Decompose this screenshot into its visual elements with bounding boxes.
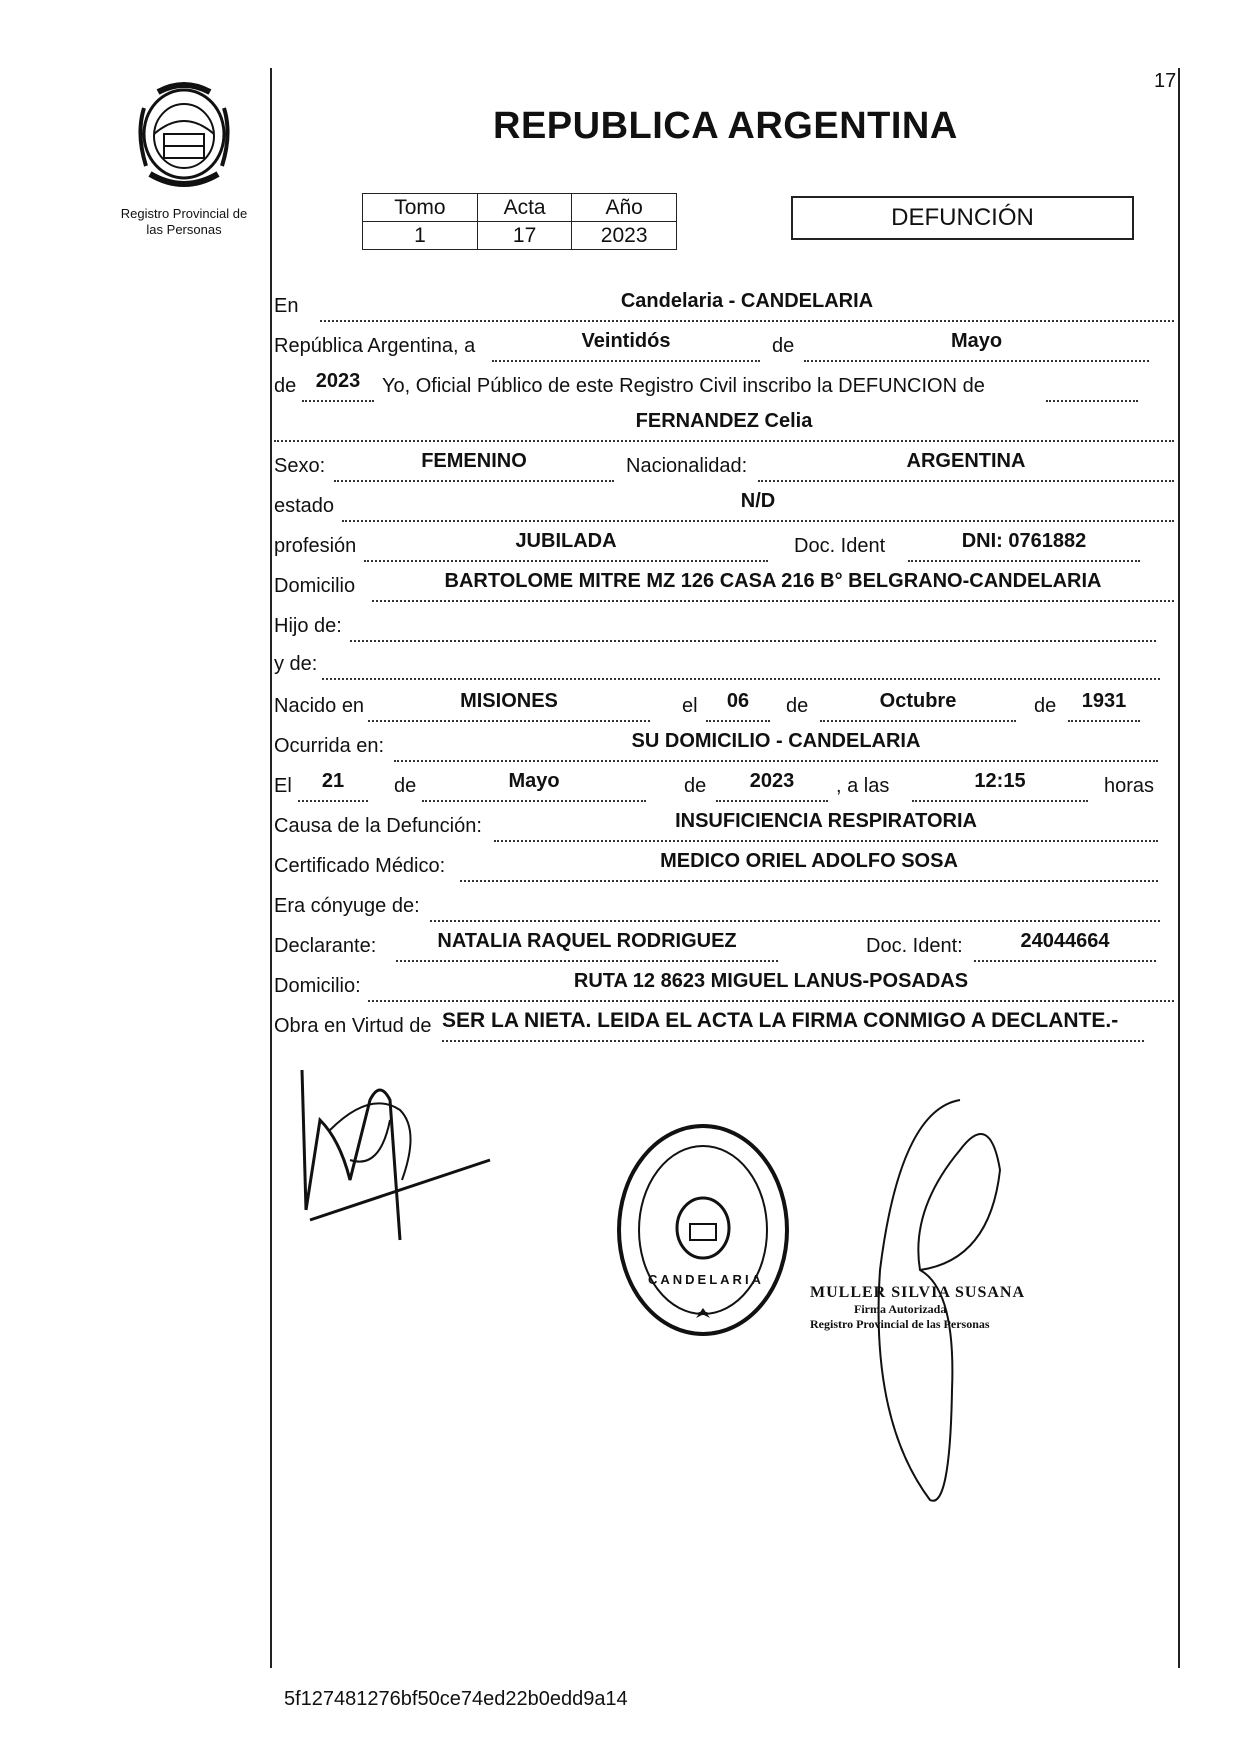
page-number: 17 [1154, 70, 1177, 92]
decl-doc-label: Doc. Ident: [866, 935, 963, 957]
el-label: el [682, 695, 698, 717]
row-yde [272, 648, 1177, 680]
obra-field: SER LA NIETA. LEIDA EL ACTA LA FIRMA CONMIGO A DECLANTE.- [442, 1010, 1144, 1042]
statement-text: Yo, Oficial Público de este Registro Civil inscribo la DEFUNCION de [382, 375, 985, 397]
place-field: Candelaria - CANDELARIA [320, 290, 1174, 322]
doc-ident-label: Doc. Ident [794, 535, 886, 557]
row-decl-domicilio [272, 970, 1177, 1002]
row-declarante [272, 930, 1177, 962]
birth-day-field: 06 [706, 690, 770, 722]
document-type-box: DEFUNCIÓN [791, 196, 1134, 240]
signatory-line1: Firma Autorizada [854, 1302, 947, 1316]
domicilio-label: Domicilio [274, 575, 356, 597]
birth-de2-label: de [1034, 695, 1057, 717]
signatory-name: MULLER SILVIA SUSANA [810, 1284, 1026, 1301]
signature-scribble-icon [290, 1060, 500, 1280]
conyuge-label: Era cónyuge de: [274, 895, 420, 917]
sexo-label: Sexo: [274, 455, 326, 477]
row-certificado [272, 850, 1177, 882]
decl-domicilio-field: RUTA 12 8623 MIGUEL LANUS-POSADAS [368, 970, 1174, 1002]
row-causa [272, 810, 1177, 842]
row-sex [272, 450, 1177, 482]
deceased-name-field: FERNANDEZ Celia [274, 410, 1174, 442]
stamp-seal-icon [614, 1120, 792, 1340]
death-de1-label: de [394, 775, 417, 797]
en-label: En [274, 295, 299, 317]
acta-value: 17 [477, 222, 571, 250]
hijo-field [350, 610, 1156, 642]
profesion-label: profesión [274, 535, 357, 557]
birth-de1-label: de [786, 695, 809, 717]
yde-field [322, 648, 1160, 680]
row-date [272, 330, 1177, 362]
row-estado [272, 490, 1177, 522]
domicilio-field: BARTOLOME MITRE MZ 126 CASA 216 B° BELGRANO-CANDELARIA [372, 570, 1174, 602]
official-stamp [614, 1120, 792, 1340]
profesion-field: JUBILADA [364, 530, 768, 562]
row-obra [272, 1010, 1177, 1042]
statement-tail-field [1046, 370, 1138, 402]
reference-table [362, 193, 677, 250]
stamp-place: CANDELARIA [648, 1272, 764, 1287]
certificado-field: MEDICO ORIEL ADOLFO SOSA [460, 850, 1158, 882]
coat-of-arms-icon [128, 78, 240, 194]
death-de2-label: de [684, 775, 707, 797]
nacido-field: MISIONES [368, 690, 650, 722]
acta-header: Acta [477, 194, 571, 222]
hijo-label: Hijo de: [274, 615, 342, 637]
row-domicilio [272, 570, 1177, 602]
ano-value: 2023 [572, 222, 677, 250]
tomo-value: 1 [363, 222, 478, 250]
footer-hash: 5f127481276bf50ce74ed22b0edd9a14 [284, 1688, 628, 1710]
row-nacido [272, 690, 1177, 722]
nacionalidad-label: Nacionalidad: [626, 455, 748, 477]
year-field: 2023 [302, 370, 374, 402]
birth-month-field: Octubre [820, 690, 1016, 722]
horas-label: horas [1104, 775, 1155, 797]
misiones-logo [128, 78, 240, 194]
right-margin-line [1178, 68, 1180, 1668]
nacido-label: Nacido en [274, 695, 365, 717]
El-label: El [274, 775, 292, 797]
certificado-label: Certificado Médico: [274, 855, 446, 877]
row-deceased [272, 410, 1177, 442]
signatory-block [810, 1284, 1050, 1332]
alas-label: , a las [836, 775, 890, 797]
death-time-field: 12:15 [912, 770, 1088, 802]
row-ocurrida [272, 730, 1177, 762]
death-month-field: Mayo [422, 770, 646, 802]
doc-ident-field: DNI: 0761882 [908, 530, 1140, 562]
day-field: Veintidós [492, 330, 760, 362]
ocurrida-label: Ocurrida en: [274, 735, 385, 757]
year-prefix-label: de [274, 375, 297, 397]
yde-label: y de: [274, 653, 318, 675]
nacionalidad-field: ARGENTINA [758, 450, 1174, 482]
signatory-line2: Registro Provincial de las Personas [810, 1317, 990, 1331]
page-title: REPUBLICA ARGENTINA [493, 105, 958, 147]
sexo-field: FEMENINO [334, 450, 614, 482]
republica-label: República Argentina, a [274, 335, 476, 357]
ocurrida-field: SU DOMICILIO - CANDELARIA [394, 730, 1158, 762]
row-year [272, 370, 1177, 402]
declarante-label: Declarante: [274, 935, 377, 957]
conyuge-field [430, 890, 1160, 922]
estado-field: N/D [342, 490, 1174, 522]
row-place [272, 290, 1177, 322]
death-day-field: 21 [298, 770, 368, 802]
tomo-header: Tomo [363, 194, 478, 222]
row-death-date [272, 770, 1177, 802]
death-year-field: 2023 [716, 770, 828, 802]
row-hijo [272, 610, 1177, 642]
row-conyuge [272, 890, 1177, 922]
ano-header: Año [572, 194, 677, 222]
declarant-signature [290, 1060, 500, 1280]
de-label: de [772, 335, 795, 357]
decl-domicilio-label: Domicilio: [274, 975, 361, 997]
declarante-field: NATALIA RAQUEL RODRIGUEZ [396, 930, 778, 962]
row-profesion [272, 530, 1177, 562]
estado-label: estado [274, 495, 335, 517]
registry-name: Registro Provincial de las Personas [120, 206, 248, 237]
month-field: Mayo [804, 330, 1149, 362]
birth-year-field: 1931 [1068, 690, 1140, 722]
obra-label: Obra en Virtud de [274, 1015, 432, 1037]
decl-doc-field: 24044664 [974, 930, 1156, 962]
causa-label: Causa de la Defunción: [274, 815, 482, 837]
causa-field: INSUFICIENCIA RESPIRATORIA [494, 810, 1158, 842]
